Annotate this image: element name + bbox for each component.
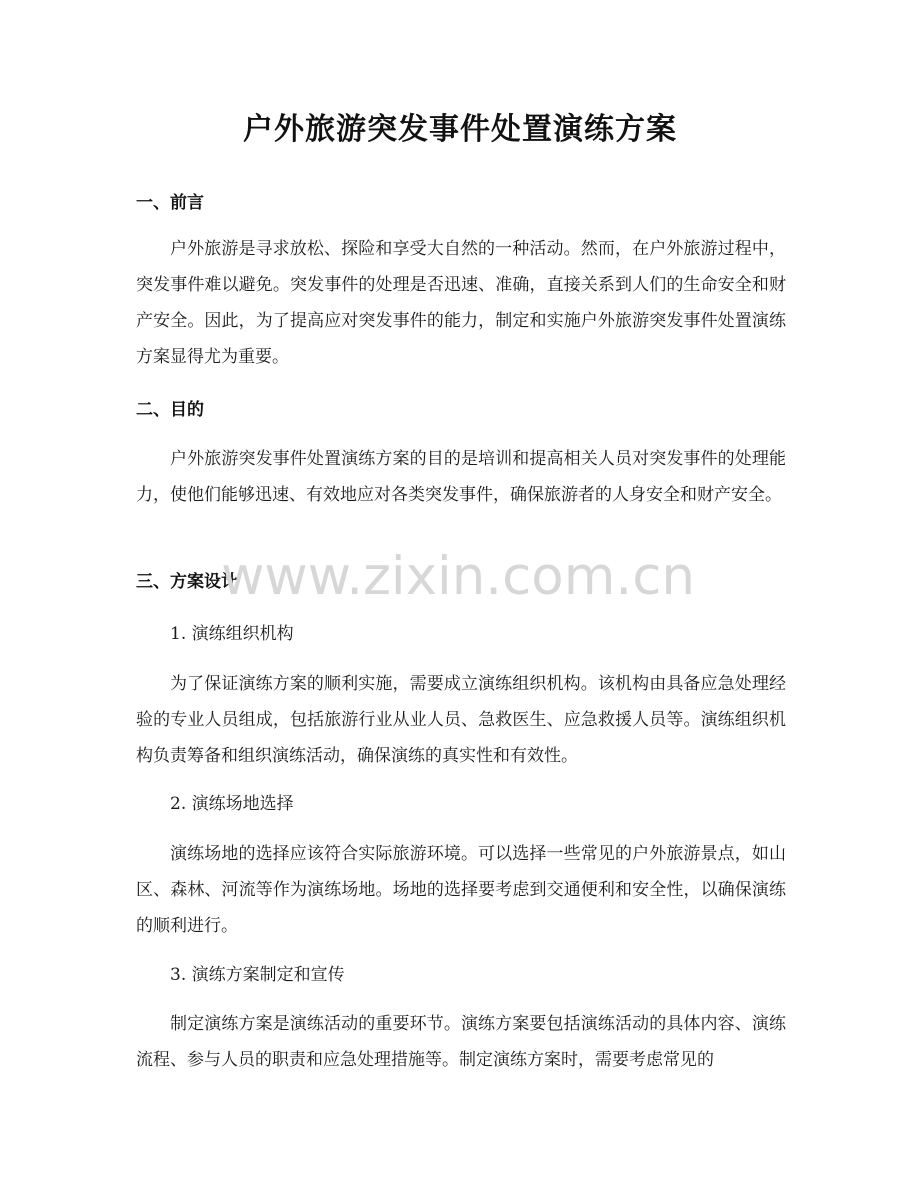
section-heading-preface: 一、前言: [136, 193, 204, 213]
subsection-paragraph-plan: 制定演练方案是演练活动的重要环节。演练方案要包括演练活动的具体内容、演练流程、参与人员的职责和应急处理措施等。制定演练方案时，需要考虑常见的: [136, 1014, 786, 1070]
subsection-heading-plan: 3. 演练方案制定和宣传: [170, 965, 345, 985]
section-heading-design: 三、方案设计: [136, 572, 238, 592]
section-heading-purpose: 二、目的: [136, 400, 204, 420]
subsection-heading-organization: 1. 演练组织机构: [170, 624, 294, 644]
section-paragraph-purpose: 户外旅游突发事件处置演练方案的目的是培训和提高相关人员对突发事件的处理能力，使他们能够迅速、有效地应对各类突发事件，确保旅游者的人身安全和财产安全。: [136, 449, 786, 505]
subsection-paragraph-organization: 为了保证演练方案的顺利实施，需要成立演练组织机构。该机构由具备应急处理经验的专业人员组成，包括旅游行业从业人员、急救医生、应急救援人员等。演练组织机构负责筹备和组织演练活动，确保演练的真实性和有效性。: [136, 674, 786, 766]
subsection-heading-venue: 2. 演练场地选择: [170, 794, 294, 814]
document-title: 户外旅游突发事件处置演练方案: [243, 112, 677, 147]
watermark: www.zixin.com.cn: [221, 546, 695, 607]
section-paragraph-preface: 户外旅游是寻求放松、探险和享受大自然的一种活动。然而，在户外旅游过程中，突发事件难以避免。突发事件的处理是否迅速、准确，直接关系到人们的生命安全和财产安全。因此，为了提高应对突发事件的能力，制定和实施户外旅游突发事件处置演练方案显得尤为重要。: [136, 239, 786, 367]
subsection-paragraph-venue: 演练场地的选择应该符合实际旅游环境。可以选择一些常见的户外旅游景点，如山区、森林、河流等作为演练场地。场地的选择要考虑到交通便利和安全性，以确保演练的顺利进行。: [136, 844, 786, 936]
